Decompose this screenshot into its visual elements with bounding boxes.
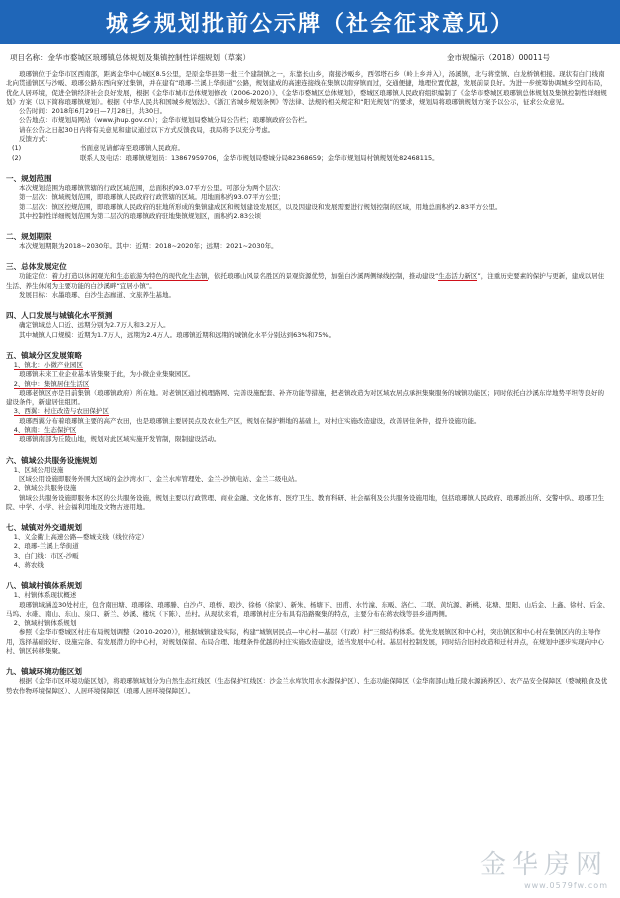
doc-number: 金市规编示（2018）00011号 bbox=[447, 53, 550, 62]
section-paragraph bbox=[6, 677, 610, 696]
para-text: ”，注重历史要素的保护与更新，建成以居住生活、养生休闲为主要功能的白沙溪畔“宜居小镇”。 bbox=[6, 272, 605, 290]
para-text: 本次规划范围为琅琊镇管辖的行政区域范围，总面积约93.07平方公里。可部分为两个层次： bbox=[19, 183, 285, 192]
contact-item bbox=[6, 144, 610, 153]
para-text: ，依托琅琊山风景名胜区的景观资源优势，加强白沙溪两侧绿线控制，推动建设“ bbox=[207, 272, 439, 281]
section-paragraph bbox=[6, 184, 610, 193]
contact-list bbox=[6, 144, 610, 163]
project-name: 项目名称：金华市婺城区琅琊镇总体规划及集镇控制性详细规划（草案） bbox=[10, 53, 250, 62]
para-text: 琅琊镇南部为丘陵山地，规划对此区域实施开发管制，限制建设活动。 bbox=[19, 435, 221, 444]
watermark bbox=[480, 844, 608, 890]
section-paragraph bbox=[6, 242, 610, 251]
section-paragraph bbox=[6, 426, 610, 435]
section-heading: 六、镇域公共服务设施规划 bbox=[6, 455, 98, 465]
section-heading: 七、城镇对外交通规划 bbox=[6, 523, 82, 533]
section-heading: 五、镇域分区发展策略 bbox=[6, 350, 82, 360]
section-gap bbox=[6, 221, 610, 231]
intro-block bbox=[6, 70, 610, 144]
section-paragraph bbox=[6, 193, 610, 202]
section-paragraph bbox=[6, 272, 610, 291]
section-paragraph bbox=[6, 552, 610, 561]
section-paragraph bbox=[6, 331, 610, 340]
para-prefix: 功能定位： bbox=[19, 272, 52, 281]
intro-paragraph: 公告时间：2018年6月29日—7月28日，共30日。 bbox=[19, 107, 167, 116]
para-text: 第一层次：镇域规划范围，即琅琊镇人民政府行政管辖的区域。用地面积约93.07平方公里； bbox=[19, 193, 285, 202]
section-paragraph bbox=[6, 435, 610, 444]
para-text: 1、区域公用设施 bbox=[13, 465, 64, 474]
section-heading: 三、总体发展定位 bbox=[6, 262, 67, 272]
para-text: 琅琊镇未来工业企业基本皆集聚于此，为小微企业集聚园区。 bbox=[19, 370, 195, 379]
section-gap bbox=[6, 300, 610, 310]
underlined-text: 3、西翼：村庄改造与农田保护区 bbox=[13, 407, 109, 416]
para-text: 区域公用设施即服务外围大区域的金沙湾水厂、金兰水库管理处、金兰-沙镇电站、金兰二级电站。 bbox=[19, 474, 301, 483]
title-banner bbox=[0, 0, 620, 44]
watermark-url: www.0579fw.com bbox=[524, 881, 608, 890]
contact-number: (2) bbox=[12, 153, 22, 162]
intro-paragraph: 请在公告之日起30日内将有关意见和建议通过以下方式反馈我局，我局将予以充分考虑。 bbox=[19, 125, 275, 134]
section-paragraph bbox=[6, 484, 610, 493]
section-paragraph bbox=[6, 417, 610, 426]
section-gap bbox=[6, 163, 610, 173]
underlined-text: 2、镇中：集镇居住生活区 bbox=[13, 379, 90, 388]
section-paragraph bbox=[6, 370, 610, 379]
section-paragraph bbox=[6, 475, 610, 484]
contact-item bbox=[6, 154, 610, 163]
para-text: 发展目标：水墨琅琊、白沙生态廊道、文旅养生基地。 bbox=[19, 291, 175, 300]
section-heading: 一、规划范围 bbox=[6, 173, 52, 183]
section-paragraph bbox=[6, 533, 610, 542]
para-text: 琅琊西翼分布着琅琊镇主要的高产农田，也是琅琊镇主要居民点及农业生产区，规划在保护耕地的基础上，对村庄实施改造建设，改善居住条件，提升设施功能。 bbox=[19, 416, 481, 425]
section-gap bbox=[6, 512, 610, 522]
section-paragraph bbox=[6, 591, 610, 600]
section-gap bbox=[6, 340, 610, 350]
para-text: 琅琊镇域涵盖30处村庄，包含南田塘、琅琊徐、琅琊滕、白沙卢、琅桥、琅沙、徐杨（徐家）、新朱、杨塘下、田甫、水竹潼、东畈、洛仁、二联、黄坑源、新桃、花塘、里阳、山后金、上鑫、徐村、后金、马坞、水碓、南山、东山、泉口、新兰、妙溪、楼坑（下陈）、岳村。从现状来看，琅琊镇村庄分布具有沿路聚集的特点，主要分布在蒋农线等县乡道两侧。 bbox=[6, 600, 610, 618]
para-text: 1、义金衢上高速公路—婺城支线（线位待定） bbox=[13, 533, 148, 542]
para-text: 4、蒋农线 bbox=[13, 560, 44, 569]
underlined-text: 生态活力新区 bbox=[438, 272, 478, 281]
contact-number: (1) bbox=[12, 144, 22, 153]
para-text: 其中控制性详细规划范围为第二层次的琅琊镇政府驻地集镇规划区，面积约2.83公顷 bbox=[19, 211, 261, 220]
section-paragraph bbox=[6, 601, 610, 620]
section-paragraph bbox=[6, 212, 610, 221]
section-paragraph bbox=[6, 561, 610, 570]
section-paragraph bbox=[6, 628, 610, 656]
section-gap bbox=[6, 445, 610, 455]
underlined-text: 着力打造以休闲观光和生态旅游为特色的现代化生态镇 bbox=[51, 272, 208, 281]
page-title: 城乡规划批前公示牌（社会征求意见） bbox=[105, 11, 514, 37]
contact-text: 联系人及电话：琅琊镇规划员：13867959706，金华市规划局婺城分局82368659；金华市规划局村镇规划处82468115。 bbox=[80, 153, 439, 162]
para-text: 确定镇域总人口近、远期分别为2.7万人和3.2万人。 bbox=[19, 321, 170, 330]
contact-text: 书面意见请邮寄至琅琊镇人民政府。 bbox=[80, 144, 184, 153]
para-text: 2、镇域公共服务设施 bbox=[13, 484, 77, 493]
section-paragraph bbox=[6, 542, 610, 551]
intro-paragraph: 琅琊镇位于金华市区西南部，距离金华中心城区8.5公里，是原金华县第一批三个建制镇之一，东靠长山乡，南接沙畈乡，西邻塔石乡（岭上乡并入），汤溪镇，北与蒋堂镇、白龙桥镇相接。现状有白门线南北向贯通镇区与沙畈、琅琊公路东西向穿过集镇，并在建有“琅琊-兰溪上华街道”公路，规划建成的高速连接线在集镇以南穿镇而过，交通便捷，地理位置优越，发展前景良好。为进一步统筹协调城乡空间布局，优化人居环境，促进全镇经济社会良好发展，根据《金华市城市总体规划修改（2006-2020）》、《金华市婺城区总体规划》，婺城区琅琊镇人民政府组织编制了《金华市婺城区琅琊镇总体规划及集镇控制性详细规划》方案（以下简称琅琊镇规划）。根据《中华人民共和国城乡规划法》、《浙江省城乡规划条例》等法律、法规的相关规定和“阳光规划”的要求，规划局将琅琊镇规划方案予以公示，征求公众意见。 bbox=[6, 70, 607, 106]
section-paragraph bbox=[6, 407, 610, 416]
section-gap bbox=[6, 570, 610, 580]
meta-line bbox=[6, 52, 610, 64]
section-heading: 二、规划期限 bbox=[6, 232, 52, 242]
section-paragraph bbox=[6, 361, 610, 370]
section-heading: 八、镇域村镇体系规划 bbox=[6, 581, 82, 591]
section-gap bbox=[6, 656, 610, 666]
section-paragraph bbox=[6, 380, 610, 389]
intro-paragraph: 公告地点：市规划局网站（www.jhup.gov.cn）；金华市规划局婺城分局公告栏；琅琊镇政府公告栏。 bbox=[19, 116, 312, 125]
section-gap bbox=[6, 251, 610, 261]
underlined-text: 4、镇南：生态保护区 bbox=[13, 426, 77, 435]
para-text: 其中城镇人口规模：近期为1.7万人，远期为2.4万人。琅琊镇近期和远期的城镇化水平分别达到63%和75%。 bbox=[19, 330, 336, 339]
para-text: 1、村镇体系现状概述 bbox=[13, 591, 77, 600]
section-paragraph bbox=[6, 291, 610, 300]
section-paragraph bbox=[6, 321, 610, 330]
notice-body bbox=[6, 52, 610, 696]
para-text: 2、琅琊-兰溪上华街道 bbox=[13, 542, 79, 551]
intro-paragraph: 反馈方式： bbox=[19, 135, 52, 144]
para-text: 本次规划期限为2018~2030年。其中：近期：2018~2020年；远期：2021~2030年。 bbox=[19, 242, 278, 251]
section-paragraph bbox=[6, 389, 610, 408]
para-text: 琅琊老镇区亦是目前集镇（琅琊镇政府）所在地。对老镇区通过梳理路网、完善设施配套、补齐功能等措施，把老镇改造为对区域农居点承担集聚服务的城镇功能区；同时依托白沙溪东岸地势平坦等良好的建设条件，新建居住组团。 bbox=[6, 388, 604, 407]
section-heading: 九、镇域环境功能区划 bbox=[6, 667, 82, 677]
watermark-text: 金华房网 bbox=[479, 850, 608, 880]
section-heading: 四、人口发展与城镇化水平预测 bbox=[6, 311, 113, 321]
underlined-text: 1、镇北：小微产业园区 bbox=[13, 360, 83, 369]
para-text: 第二层次：镇区控规范围，即琅琊镇人民政府的驻地所形成的集镇建成区和规划建设发展区，以及因建设和发展需要进行规划控制的区域，用地总面积约2.83平方公里。 bbox=[19, 202, 502, 211]
section-paragraph bbox=[6, 203, 610, 212]
para-text: 根据《金华市区环境功能区划》，将琅琊镇域划分为自然生态红线区（生态保护红线区：沙金兰水库饮用水水源保护区）、生态功能保障区（金华南部山地丘陵水源涵养区）、农产品安全保障区（婺城粮食及优势农作物环境保障区）、人居环境保障区（琅琊人居环境保障区）。 bbox=[6, 677, 608, 695]
para-text: 参照《金华市婺城区村庄布局规划调整（2010-2020）》，根据城镇建设实际，构建“城镇居民点—中心村—基层（行政）村”三级结构体系。优先发展镇区和中心村，突出镇区和中心村在集镇区内的主导作用，选择基础较好、设施完备、有发展潜力的中心村，对规划保留、布局合理、地理条件优越的村庄实施改造建设，适当发展中心村。基层村控制发展，同时结合旧村改造和迁村并点，在规划中逐步实现向中心村、镇区转移集聚。 bbox=[6, 628, 604, 656]
section-paragraph bbox=[6, 466, 610, 475]
para-text: 镇域公共服务设施即服务本区的公共服务设施，规划主要以行政管理、商业金融、文化体育、医疗卫生、教育科研、社会福利及公共服务设施用地，包括琅琊镇人民政府、琅琊派出所、交警中队、琅琊卫生院、中学、小学、社会福利用地及文物古迹用地。 bbox=[6, 493, 604, 511]
para-text: 3、白门线：市区-沙畈 bbox=[13, 551, 79, 560]
section-paragraph bbox=[6, 494, 610, 513]
para-text: 2、镇域村镇体系规划 bbox=[13, 619, 77, 628]
sections bbox=[6, 163, 610, 696]
